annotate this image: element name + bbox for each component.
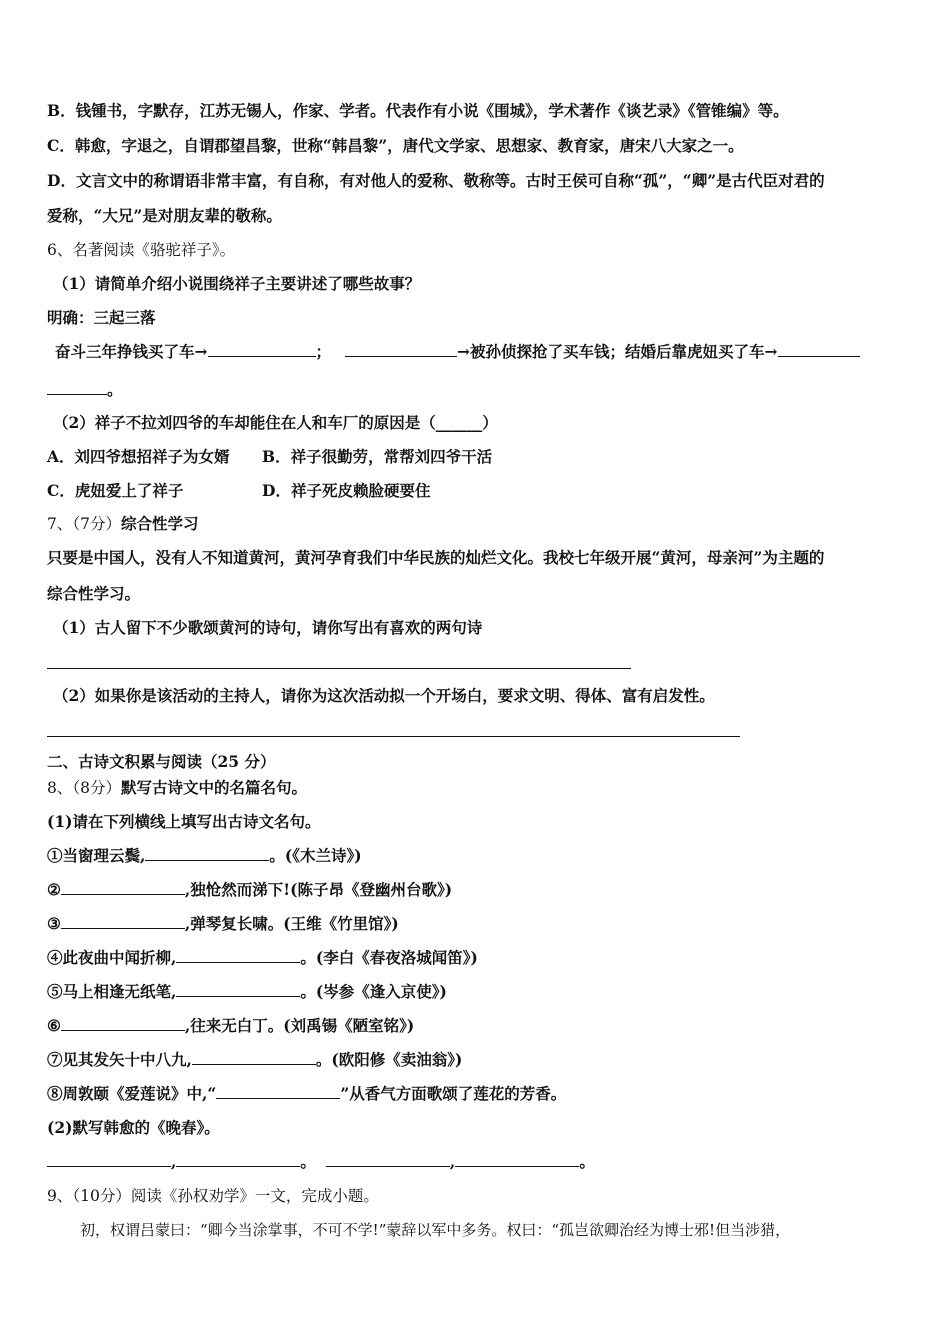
poem-item-2 <box>47 880 452 900</box>
question-9-number: 9、（10分） <box>47 1187 131 1205</box>
poem-item-7 <box>47 1050 462 1070</box>
punctuation: 。 <box>579 1152 595 1171</box>
answer-blank[interactable] <box>326 1152 450 1167</box>
poem-item-8 <box>47 1084 566 1104</box>
answer-blank[interactable] <box>61 914 185 929</box>
option-c-choice[interactable]: C．虎妞爱上了祥子 <box>47 481 184 500</box>
poem-source: ”从香气方面歌颂了莲花的芳香。 <box>340 1084 567 1103</box>
option-b: B．钱锺书，字默存，江苏无锡人，作家、学者。代表作有小说《围城》，学术著作《谈艺录》《管锥编》等。 <box>47 101 789 120</box>
question-8-heading <box>47 778 307 798</box>
poem-text: ①当窗理云鬓, <box>47 846 146 865</box>
question-8-part2: (2)默写韩愈的《晚春》。 <box>47 1118 220 1137</box>
question-6-hint: 明确：三起三落 <box>47 308 156 327</box>
answer-blank[interactable] <box>176 948 300 963</box>
question-7-part2: （2）如果你是该活动的主持人，请你为这次活动拟一个开场白，要求文明、得体、富有启发性。 <box>53 686 715 705</box>
option-c: C．韩愈，字退之，自谓郡望昌黎，世称“韩昌黎”，唐代文学家、思想家、教育家，唐宋八大家之一。 <box>47 136 744 155</box>
question-7-title: 综合性学习 <box>120 514 199 533</box>
answer-blank[interactable] <box>345 342 457 357</box>
question-8-title: 默写古诗文中的名篇名句。 <box>120 778 307 797</box>
question-6-part2: （2）祥子不拉刘四爷的车却能住在人和车厂的原因是（______） <box>53 413 498 432</box>
option-a[interactable]: A．刘四爷想招祥子为女婿 <box>47 447 230 466</box>
question-7-part1: （1）古人留下不少歌颂黄河的诗句，请你写出有喜欢的两句诗 <box>53 618 483 637</box>
question-9-heading <box>47 1186 379 1206</box>
story-end: 。 <box>107 380 123 399</box>
poem-text: ⑤马上相逢无纸笔, <box>47 982 177 1001</box>
answer-blank[interactable] <box>176 1152 300 1167</box>
answer-blank[interactable] <box>176 982 300 997</box>
question-6-part1: （1）请简单介绍小说围绕祥子主要讲述了哪些故事？ <box>53 274 421 293</box>
question-6-story-line2 <box>47 380 123 400</box>
section-2-title: 二、古诗文积累与阅读（25 分） <box>47 752 276 771</box>
question-6-options-row2 <box>47 481 430 501</box>
question-8-part1: (1)请在下列横线上填写出古诗文名句。 <box>47 812 321 831</box>
answer-blank[interactable] <box>145 846 269 861</box>
answer-blank[interactable] <box>216 1084 340 1099</box>
poem-item-1 <box>47 846 362 866</box>
poem-source: 。(李白《春夜洛城闻笛》) <box>300 948 478 967</box>
answer-blank[interactable] <box>47 1152 171 1167</box>
answer-blank[interactable] <box>778 342 860 357</box>
poem-item-5 <box>47 982 447 1002</box>
option-d-line1: D．文言文中的称谓语非常丰富，有自称，有对他人的爱称、敬称等。古时王侯可自称“孤”，“卿”是古代臣对君的 <box>47 171 825 190</box>
punctuation: , <box>449 1152 456 1171</box>
poem-source: 。(《木兰诗》) <box>269 846 362 865</box>
poem-source: ,独怆然而涕下!(陈子昂《登幽州台歌》) <box>184 880 453 899</box>
question-9-passage: 初，权谓吕蒙曰：“卿今当涂掌事，不可不学!”蒙辞以军中多务。权曰：“孤岂欲卿治经为博士邪!但当涉猎， <box>80 1221 791 1239</box>
answer-line[interactable] <box>47 736 740 737</box>
poem-source: ,往来无白丁。(刘禹锡《陋室铭》) <box>184 1016 415 1035</box>
poem-text: ④此夜曲中闻折柳, <box>47 948 177 967</box>
question-7-heading <box>47 514 199 534</box>
question-6-story-line <box>55 342 860 362</box>
story-part-a: 奋斗三年挣钱买了车→ <box>55 342 208 361</box>
wanchun-answer-line <box>47 1152 595 1172</box>
story-part-b: ； <box>315 342 332 361</box>
punctuation: 。 <box>300 1152 316 1171</box>
poem-text: ③ <box>47 914 61 933</box>
answer-blank[interactable] <box>455 1152 579 1167</box>
poem-source: 。(欧阳修《卖油翁》) <box>315 1050 463 1069</box>
answer-blank[interactable] <box>61 880 185 895</box>
question-6-title: 6、名著阅读《骆驼祥子》。 <box>47 241 236 259</box>
poem-source: 。(岑参《逢入京使》) <box>300 982 447 1001</box>
question-7-intro-line2: 综合性学习。 <box>47 584 141 603</box>
question-7-number: 7、（7分） <box>47 515 121 533</box>
answer-blank[interactable] <box>61 1016 185 1031</box>
story-part-c: →被孙侦探抢了买车钱；结婚后靠虎妞买了车→ <box>457 342 778 361</box>
option-d-choice[interactable]: D．祥子死皮赖脸硬要住 <box>262 481 431 500</box>
poem-item-6 <box>47 1016 414 1036</box>
answer-blank[interactable] <box>192 1050 316 1065</box>
poem-text: ② <box>47 880 61 899</box>
question-9-title: 阅读《孙权劝学》一文，完成小题。 <box>130 1187 379 1205</box>
question-6-options-row1 <box>47 447 492 467</box>
poem-source: ,弹琴复长啸。(王维《竹里馆》) <box>184 914 399 933</box>
poem-text: ⑦见其发矢十中八九, <box>47 1050 192 1069</box>
poem-text: ⑥ <box>47 1016 61 1035</box>
answer-blank[interactable] <box>47 380 107 395</box>
poem-item-3 <box>47 914 399 934</box>
poem-text: ⑧周敦颐《爱莲说》中,“ <box>47 1084 217 1103</box>
question-8-number: 8、（8分） <box>47 779 121 797</box>
option-b-choice[interactable]: B．祥子很勤劳，常帮刘四爷干活 <box>262 447 493 466</box>
question-7-intro-line1: 只要是中国人，没有人不知道黄河，黄河孕育我们中华民族的灿烂文化。我校七年级开展“黄河，母亲河”为主题的 <box>47 548 825 567</box>
answer-line[interactable] <box>47 668 631 669</box>
punctuation: , <box>171 1152 177 1171</box>
answer-blank[interactable] <box>208 342 316 357</box>
option-d-line2: 爱称，“大兄”是对朋友辈的敬称。 <box>47 206 282 225</box>
poem-item-4 <box>47 948 478 968</box>
